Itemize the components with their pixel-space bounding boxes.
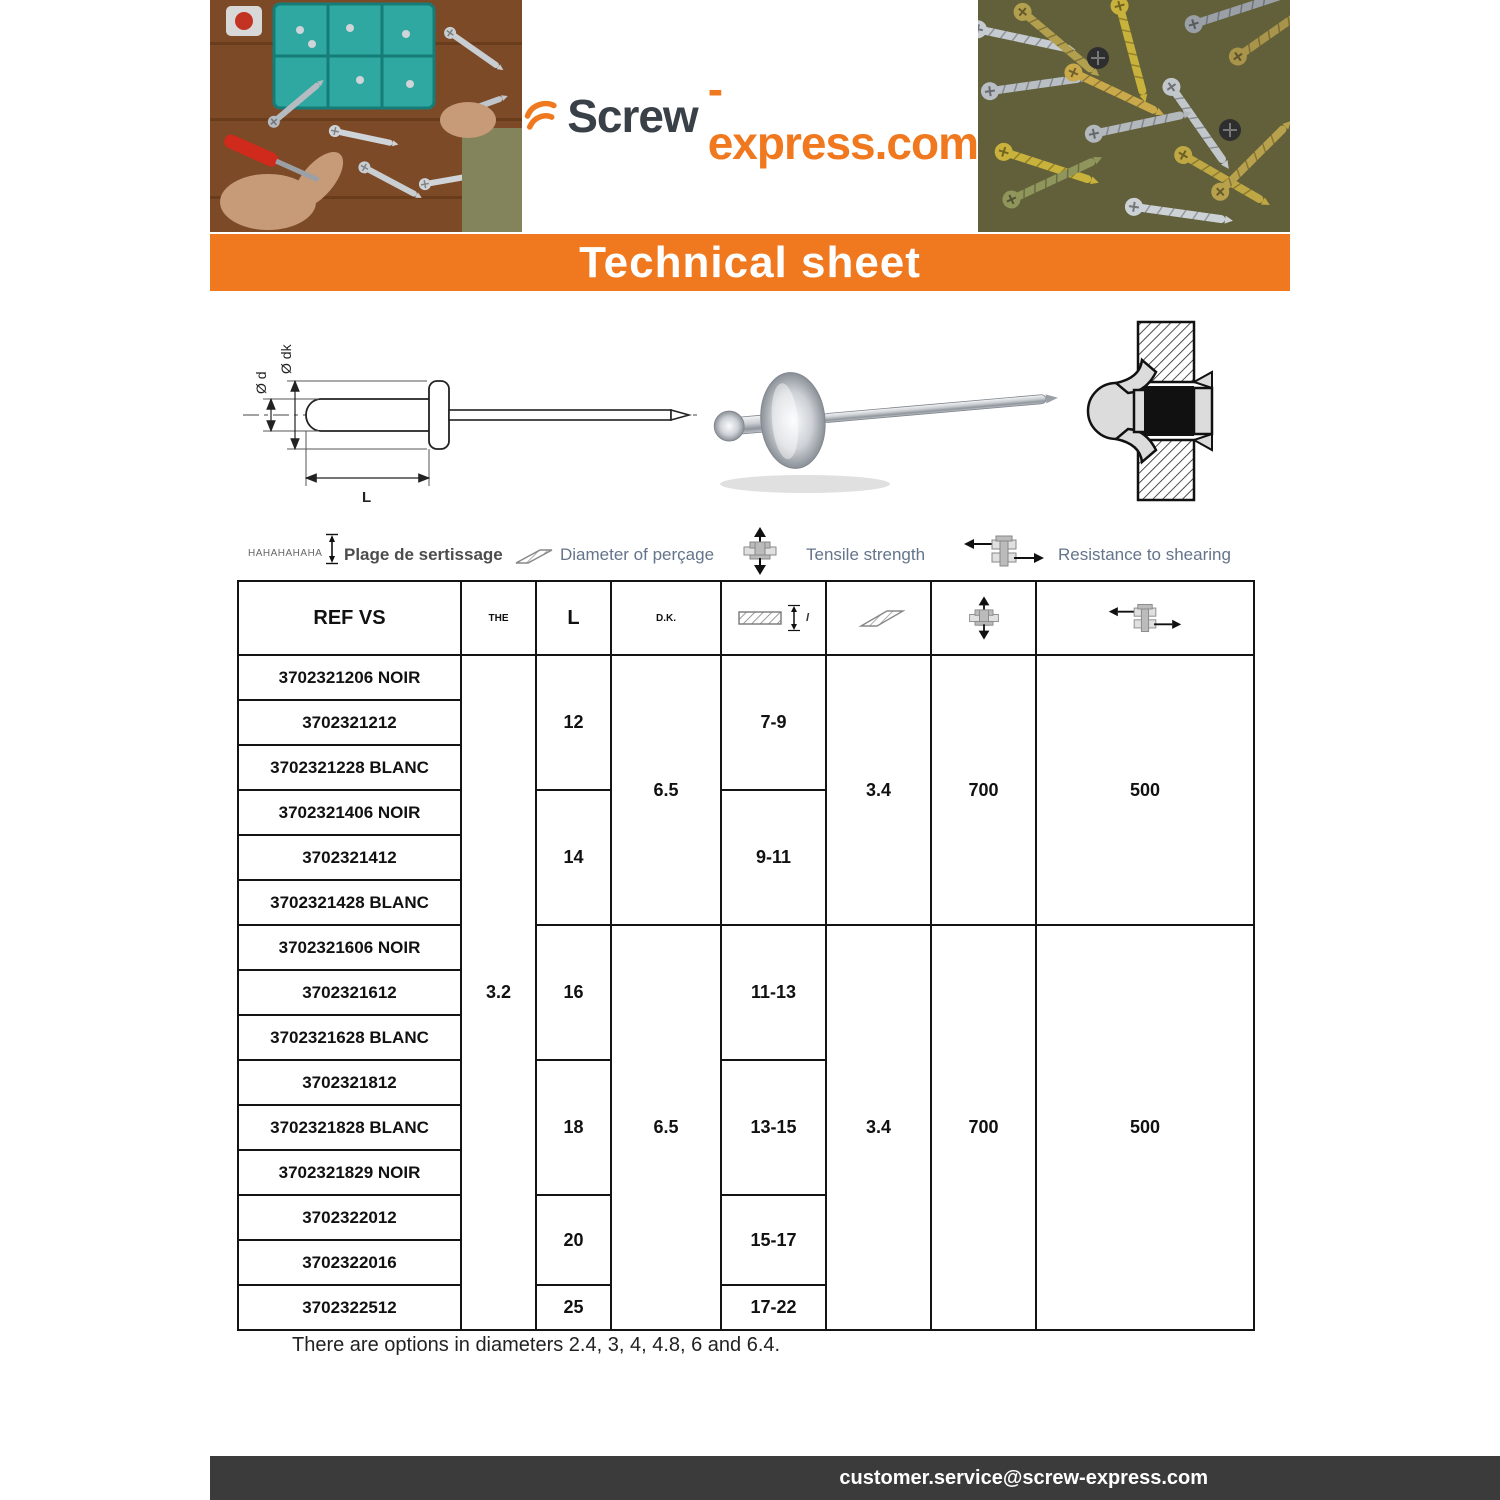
drill-value: 3.4 [826,655,931,925]
shear-value: 500 [1036,655,1254,925]
ref-value: 3702321829 NOIR [238,1150,461,1195]
page-title: Technical sheet [210,234,1290,291]
col-header-shear [1036,581,1254,655]
grip-value: 17-22 [721,1285,826,1330]
l-value: 12 [536,655,611,790]
col-header-tensile [931,581,1036,655]
ref-value: 3702321606 NOIR [238,925,461,970]
drill-diameter-icon [508,547,554,565]
tensile-value: 700 [931,655,1036,925]
ref-value: 3702322512 [238,1285,461,1330]
drill-value: 3.4 [826,925,931,1330]
dim-dk-label: Ø dk [278,344,294,374]
shear-resistance-icon [1107,602,1183,634]
note-text: There are options in diameters 2.4, 3, 4, 4.8, 6 and 6.4. [292,1334,781,1356]
rivet-photo [705,322,1075,507]
l-value: 18 [536,1060,611,1195]
grip-range-icon [324,533,340,565]
logo-swoosh-icon [522,85,557,147]
dk-value: 6.5 [611,655,721,925]
brand-name-dark: Screw [567,90,698,142]
watermark-text: HAHAHAHAHA [248,548,323,559]
col-header-the: THE [461,581,536,655]
screw-pile-photo [978,0,1290,232]
ref-value: 3702322016 [238,1240,461,1285]
rivet-cross-section-diagram [1078,316,1238,506]
drill-diameter-icon [853,608,905,628]
grip-range-label: Plage de sertissage [344,545,503,564]
spec-row [238,925,1254,970]
l-value: 14 [536,790,611,925]
drill-diameter-label: Diameter of perçage [560,545,715,564]
footer-bar [210,1456,1500,1500]
brand-logo [522,0,978,232]
shear-value: 500 [1036,925,1254,1330]
grip-value: 9-11 [721,790,826,925]
col-header-dk: D.K. [611,581,721,655]
l-value: 16 [536,925,611,1060]
ref-value: 3702321828 BLANC [238,1105,461,1150]
dim-d-label: Ø d [253,371,269,394]
the-value: 3.2 [461,655,536,1330]
workbench-photo [210,0,522,232]
brand-name-orange: -express.com [707,63,978,169]
rivet-technical-drawing [235,308,705,523]
grip-value: 11-13 [721,925,826,1060]
col-header-drill [826,581,931,655]
ref-value: 3702321206 NOIR [238,655,461,700]
spec-row [238,655,1254,700]
l-value: 25 [536,1285,611,1330]
contact-email: customer.service@screw-express.com [839,1467,1208,1489]
grip-value: 15-17 [721,1195,826,1285]
l-value: 20 [536,1195,611,1285]
screw-pile-image [978,0,1290,232]
ref-value: 3702321406 NOIR [238,790,461,835]
col-header-grip [721,581,826,655]
col-header-length: L [536,581,611,655]
ref-value: 3702321812 [238,1060,461,1105]
tensile-strength-icon [966,596,1002,640]
shear-resistance-label: Resistance to shearing [1058,545,1231,564]
ref-value: 3702321428 BLANC [238,880,461,925]
spec-table-body [238,655,1254,1330]
ref-value: 3702321212 [238,700,461,745]
shear-resistance-icon [962,534,1046,568]
ref-value: 3702321412 [238,835,461,880]
tensile-value: 700 [931,925,1036,1330]
grip-value: 7-9 [721,655,826,790]
ref-value: 3702321628 BLANC [238,1015,461,1060]
grip-value: 13-15 [721,1060,826,1195]
spec-header-row [238,581,1254,655]
tensile-strength-icon [740,527,780,575]
grip-caption: l [805,612,810,624]
workbench-photo-image [210,0,522,232]
spec-table [237,580,1255,1331]
col-header-ref: REF VS [238,581,461,655]
dk-value: 6.5 [611,925,721,1330]
ref-value: 3702321228 BLANC [238,745,461,790]
ref-value: 3702322012 [238,1195,461,1240]
grip-range-icon [738,603,802,633]
dim-length-label: L [362,489,372,506]
tensile-strength-label: Tensile strength [806,545,926,564]
ref-value: 3702321612 [238,970,461,1015]
